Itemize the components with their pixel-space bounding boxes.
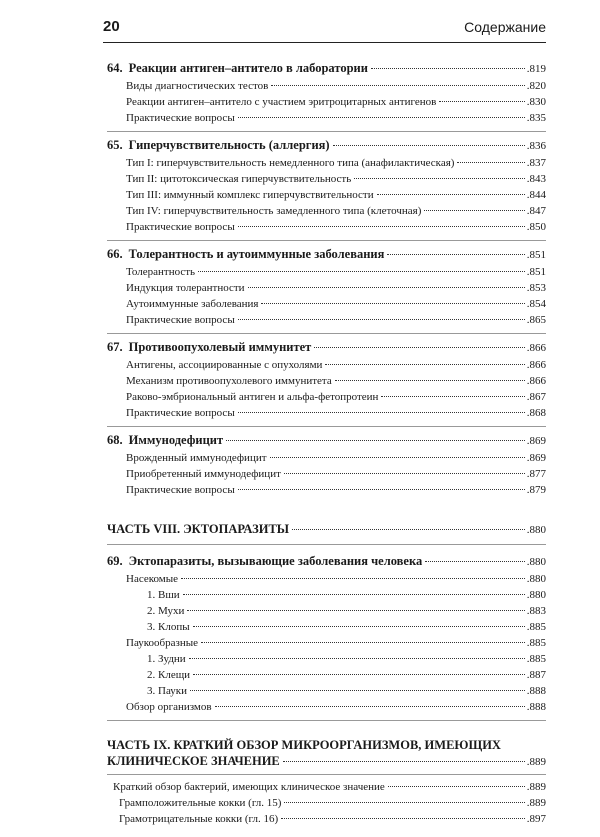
dot-leader [238,489,525,490]
chapter-title: Эктопаразиты, вызывающие заболевания человека [128,554,423,568]
page-ref: .880 [526,589,546,601]
chapter-number: 68. [107,433,123,447]
toc-subentry[interactable] [107,651,546,667]
toc-entry[interactable] [107,357,546,373]
entry-label: Насекомые [126,573,179,585]
chapter-66 [107,246,546,334]
dot-leader [187,610,524,611]
dot-leader [190,690,525,691]
item-number: 3. [147,621,156,633]
page-ref: .853 [526,282,546,294]
toc-entry[interactable] [107,635,546,651]
entry-label: Обзор организмов [126,701,212,713]
page-ref: .866 [526,375,546,387]
chapter-heading[interactable] [107,246,546,264]
page-number: 20 [103,18,120,35]
dot-leader [354,178,525,179]
entry-label: Грамотрицательные кокки (гл. 16) [119,813,279,825]
entry-label: Механизм противоопухолевого иммунитета [126,375,332,387]
toc-entry[interactable] [107,699,546,715]
entry-label: Зудни [158,653,186,665]
toc-entry[interactable] [107,171,546,187]
page-ref: .836 [526,140,546,152]
dot-leader [314,347,524,348]
toc-entry[interactable] [107,94,546,110]
page-header [103,16,546,43]
chapter-number: 65. [107,138,123,152]
page-ref: .868 [526,407,546,419]
page-ref: .889 [526,781,546,793]
toc-entry[interactable] [107,312,546,328]
part-9 [107,737,546,832]
dot-leader [189,658,525,659]
item-number: 2. [147,669,156,681]
part-title: ЧАСТЬ VIII. ЭКТОПАРАЗИТЫ [107,522,290,536]
part-title-line-2: КЛИНИЧЕСКОЕ ЗНАЧЕНИЕ [107,754,280,768]
entry-label: Краткий обзор бактерий, имеющих клиническое значение [113,781,385,793]
page-ref: .867 [526,391,546,403]
page-ref: .885 [526,653,546,665]
page-ref: .888 [526,701,546,713]
entry-label: Паукообразные [126,637,199,649]
toc-entry[interactable] [107,373,546,389]
page-ref: .844 [526,189,546,201]
page-ref: .851 [526,266,546,278]
dot-leader [335,380,525,381]
dot-leader [193,674,525,675]
page-ref: .854 [526,298,546,310]
entry-label: Тип I: гиперчувствительность немедленного типа (анафилактическая) [126,157,455,169]
dot-leader [270,457,525,458]
page-ref: .847 [526,205,546,217]
dot-leader [238,319,525,320]
entry-label: Индукция толерантности [126,282,245,294]
dot-leader [183,594,525,595]
page-ref: .835 [526,112,546,124]
dot-leader [193,626,525,627]
item-number: 2. [147,605,156,617]
item-number: 1. [147,589,156,601]
page-ref: .837 [526,157,546,169]
toc-entry[interactable] [107,571,546,587]
page-ref: .866 [526,342,546,354]
chapter-number: 66. [107,247,123,261]
dot-leader [271,85,524,86]
page-ref: .879 [526,484,546,496]
toc-entry[interactable] [107,779,546,795]
item-number: 1. [147,653,156,665]
dot-leader [226,440,525,441]
entry-label: Тип IV: гиперчувствительность замедленного типа (клеточная) [126,205,422,217]
toc-entry[interactable] [107,811,546,827]
toc-entry[interactable] [107,203,546,219]
dot-leader [281,818,525,819]
dot-leader [181,578,525,579]
entry-label: Приобретенный иммунодефицит [126,468,281,480]
toc-entry[interactable] [107,296,546,312]
chapter-number: 64. [107,61,123,75]
toc-subentry[interactable] [107,667,546,683]
page-ref: .880 [526,556,546,568]
dot-leader [284,802,524,803]
entry-label: Антигены, ассоциированные с опухолями [126,359,323,371]
chapter-64 [107,60,546,132]
dot-leader [377,194,525,195]
page-ref: .885 [526,621,546,633]
entry-label: Клопы [158,621,190,633]
chapter-title: Гиперчувствительность (аллергия) [128,138,330,152]
item-number: 3. [147,685,156,697]
page-ref: .889 [526,756,546,768]
dot-leader [261,303,524,304]
toc-entry[interactable] [107,405,546,421]
entry-label: Грамположительные кокки (гл. 15) [119,797,282,809]
toc-entry[interactable] [107,110,546,126]
dot-leader [238,412,525,413]
toc-subentry[interactable] [107,683,546,699]
toc-subentry[interactable] [107,603,546,619]
page-ref: .880 [526,573,546,585]
chapter-68 [107,432,546,503]
dot-leader [201,642,525,643]
dot-leader [388,786,525,787]
toc-entry[interactable] [107,264,546,280]
page-ref: .865 [526,314,546,326]
toc-entry[interactable] [107,78,546,94]
page-ref: .888 [526,685,546,697]
dot-leader [333,145,525,146]
chapter-title: Реакции антиген–антитело в лаборатории [128,61,368,75]
chapter-heading[interactable] [107,432,546,450]
entry-label: Практические вопросы [126,112,235,124]
dot-leader [238,117,525,118]
entry-label: Вши [158,589,180,601]
dot-leader [439,101,524,102]
dot-leader [215,706,525,707]
page-ref: .885 [526,637,546,649]
page-ref: .887 [526,669,546,681]
table-of-contents [107,60,546,837]
chapter-heading[interactable] [107,60,546,78]
dot-leader [425,561,525,562]
entry-label: Аутоиммунные заболевания [126,298,259,310]
part-heading[interactable] [107,753,546,775]
page-ref: .883 [526,605,546,617]
dot-leader [457,162,524,163]
chapter-title: Иммунодефицит [128,433,224,447]
entry-label: Практические вопросы [126,314,235,326]
part-heading[interactable] [107,521,546,539]
dot-leader [371,68,525,69]
chapter-69 [107,553,546,721]
toc-entry[interactable] [107,389,546,405]
chapter-number: 69. [107,554,123,568]
entry-label: Клещи [158,669,191,681]
toc-entry[interactable] [107,155,546,171]
page-ref: .880 [526,524,546,536]
section-title: Содержание [464,19,546,35]
page-ref: .869 [526,435,546,447]
entry-label: Мухи [158,605,185,617]
chapter-heading[interactable] [107,137,546,155]
entry-label: Практические вопросы [126,221,235,233]
entry-label: Практические вопросы [126,484,235,496]
entry-label: Практические вопросы [126,407,235,419]
page-ref: .877 [526,468,546,480]
entry-label: Реакции антиген–антитело с участием эритроцитарных антигенов [126,96,437,108]
entry-label: Тип II: цитотоксическая гиперчувствительность [126,173,352,185]
chapter-title: Толерантность и аутоиммунные заболевания [128,247,385,261]
page-ref: .897 [526,813,546,825]
toc-entry[interactable] [107,450,546,466]
dot-leader [381,396,524,397]
toc-entry[interactable] [107,219,546,235]
page-ref: .843 [526,173,546,185]
part-title-line-1: ЧАСТЬ IX. КРАТКИЙ ОБЗОР МИКРООРГАНИЗМОВ, ИМЕЮЩИХ [107,738,501,752]
chapter-65 [107,137,546,241]
entry-label: Виды диагностических тестов [126,80,269,92]
page-ref: .820 [526,80,546,92]
page-ref: .869 [526,452,546,464]
toc-entry[interactable] [107,482,546,498]
dot-leader [284,473,525,474]
toc-entry[interactable] [107,795,546,811]
page-ref: .889 [526,797,546,809]
toc-subentry[interactable] [107,619,546,635]
chapter-title: Противоопухолевый иммунитет [128,340,312,354]
entry-label: Врожденный иммунодефицит [126,452,267,464]
dot-leader [198,271,525,272]
dot-leader [292,529,525,530]
dot-leader [238,226,525,227]
page-ref: .850 [526,221,546,233]
page-ref: .851 [526,249,546,261]
chapter-number: 67. [107,340,123,354]
entry-label: Раково-эмбриональный антиген и альфа-фетопротеин [126,391,379,403]
dot-leader [248,287,525,288]
dot-leader [424,210,524,211]
entry-label: Толерантность [126,266,196,278]
toc-subentry[interactable] [107,587,546,603]
chapter-heading[interactable] [107,339,546,357]
page-ref: .866 [526,359,546,371]
part-8 [107,521,546,545]
chapter-heading[interactable] [107,553,546,571]
dot-leader [387,254,524,255]
toc-entry[interactable] [107,466,546,482]
page-ref: .830 [526,96,546,108]
chapter-67 [107,339,546,427]
entry-label: Пауки [158,685,187,697]
page-ref: .819 [526,63,546,75]
entry-label: Тип III: иммунный комплекс гиперчувствительности [126,189,374,201]
dot-leader [283,761,525,762]
dot-leader [325,364,524,365]
toc-entry[interactable] [107,280,546,296]
toc-entry[interactable] [107,187,546,203]
